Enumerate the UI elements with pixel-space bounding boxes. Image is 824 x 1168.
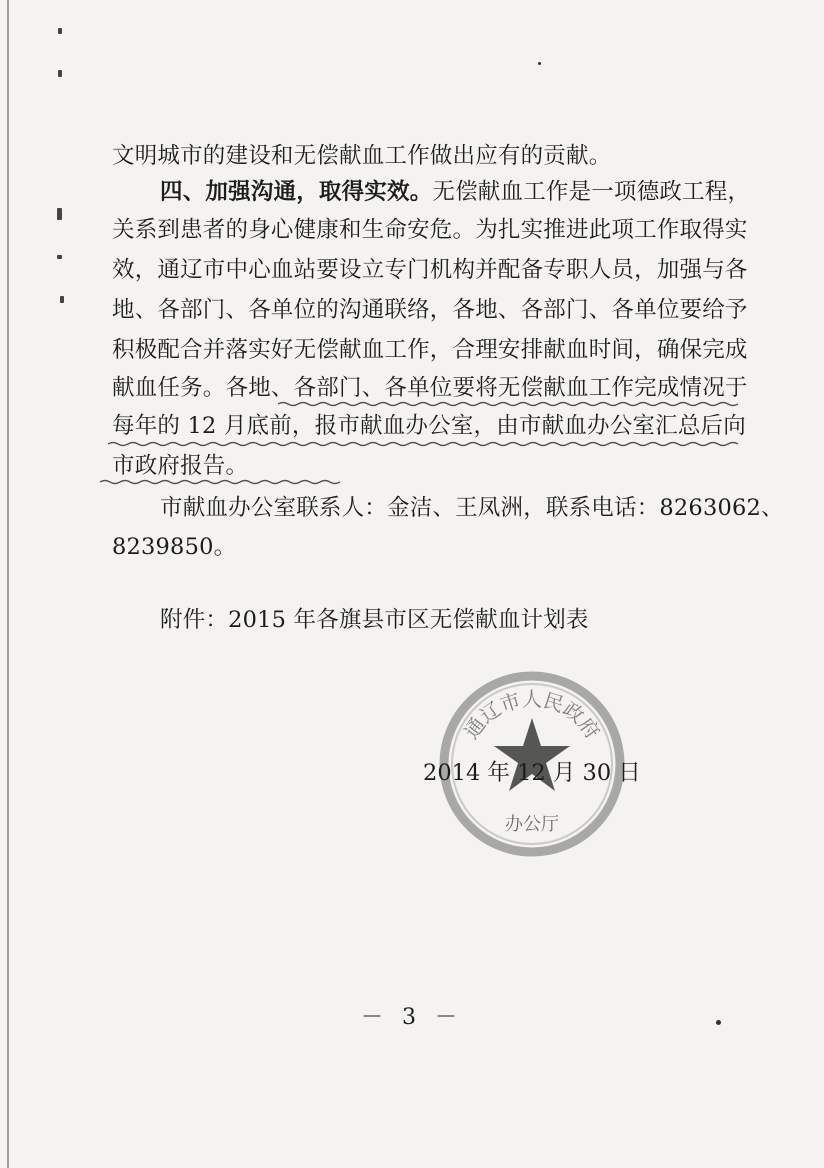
attachment-text: 附件：2015 年各旗县市区无偿献血计划表 <box>160 607 589 633</box>
handwritten-underline <box>108 440 742 448</box>
body-text: 积极配合并落实好无偿献血工作，合理安排献血时间，确保完成 <box>112 337 748 363</box>
margin-mark <box>57 208 62 220</box>
seal-bottom-text: 办公厅 <box>505 814 559 835</box>
seal-arc-text: 通辽市人民政府 <box>459 687 605 744</box>
contact-line-continued <box>112 531 236 563</box>
body-line-4 <box>112 254 748 286</box>
body-line-5 <box>112 294 748 326</box>
body-line-1 <box>112 140 611 172</box>
body-line-3 <box>112 214 748 246</box>
body-text: 市政府报告。 <box>112 453 249 479</box>
contact-line <box>160 492 784 524</box>
scan-speck <box>716 1020 721 1025</box>
body-text: 效，通辽市中心血站要设立专门机构并配备专职人员，加强与各 <box>112 257 748 283</box>
attachment-line <box>160 604 589 636</box>
handwritten-underline <box>278 400 738 408</box>
scan-page-edge <box>7 0 9 1168</box>
margin-mark <box>58 70 62 77</box>
contact-text: 市献血办公室联系人：金洁、王凤洲，联系电话：8263062、 <box>160 495 784 521</box>
body-text: 地、各部门、各单位的沟通联络，各地、各部门、各单位要给予 <box>112 297 748 323</box>
body-line-6 <box>112 334 748 366</box>
body-line-8 <box>112 410 746 442</box>
contact-phone: 8239850。 <box>112 534 237 560</box>
body-text: 无偿献血工作是一项德政工程， <box>432 179 751 205</box>
page-number: － 3 － <box>361 1005 463 1030</box>
body-text: 文明城市的建设和无偿献血工作做出应有的贡献。 <box>112 143 612 169</box>
document-date: 2014 年 12 月 30 日 <box>423 760 641 786</box>
body-text: 献血任务。各地、各部门、各单位要将无偿献血工作完成情况于 <box>112 375 748 401</box>
margin-mark <box>57 255 62 259</box>
section-heading: 四、加强沟通，取得实效。 <box>160 179 433 205</box>
margin-mark <box>60 296 64 303</box>
body-line-2 <box>160 176 750 208</box>
body-text: 每年的 12 月底前，报市献血办公室，由市献血办公室汇总后向 <box>112 413 746 439</box>
handwritten-underline <box>100 478 340 486</box>
margin-mark <box>58 28 62 34</box>
body-text: 关系到患者的身心健康和生命安危。为扎实推进此项工作取得实 <box>112 217 748 243</box>
scan-speck <box>538 62 541 65</box>
